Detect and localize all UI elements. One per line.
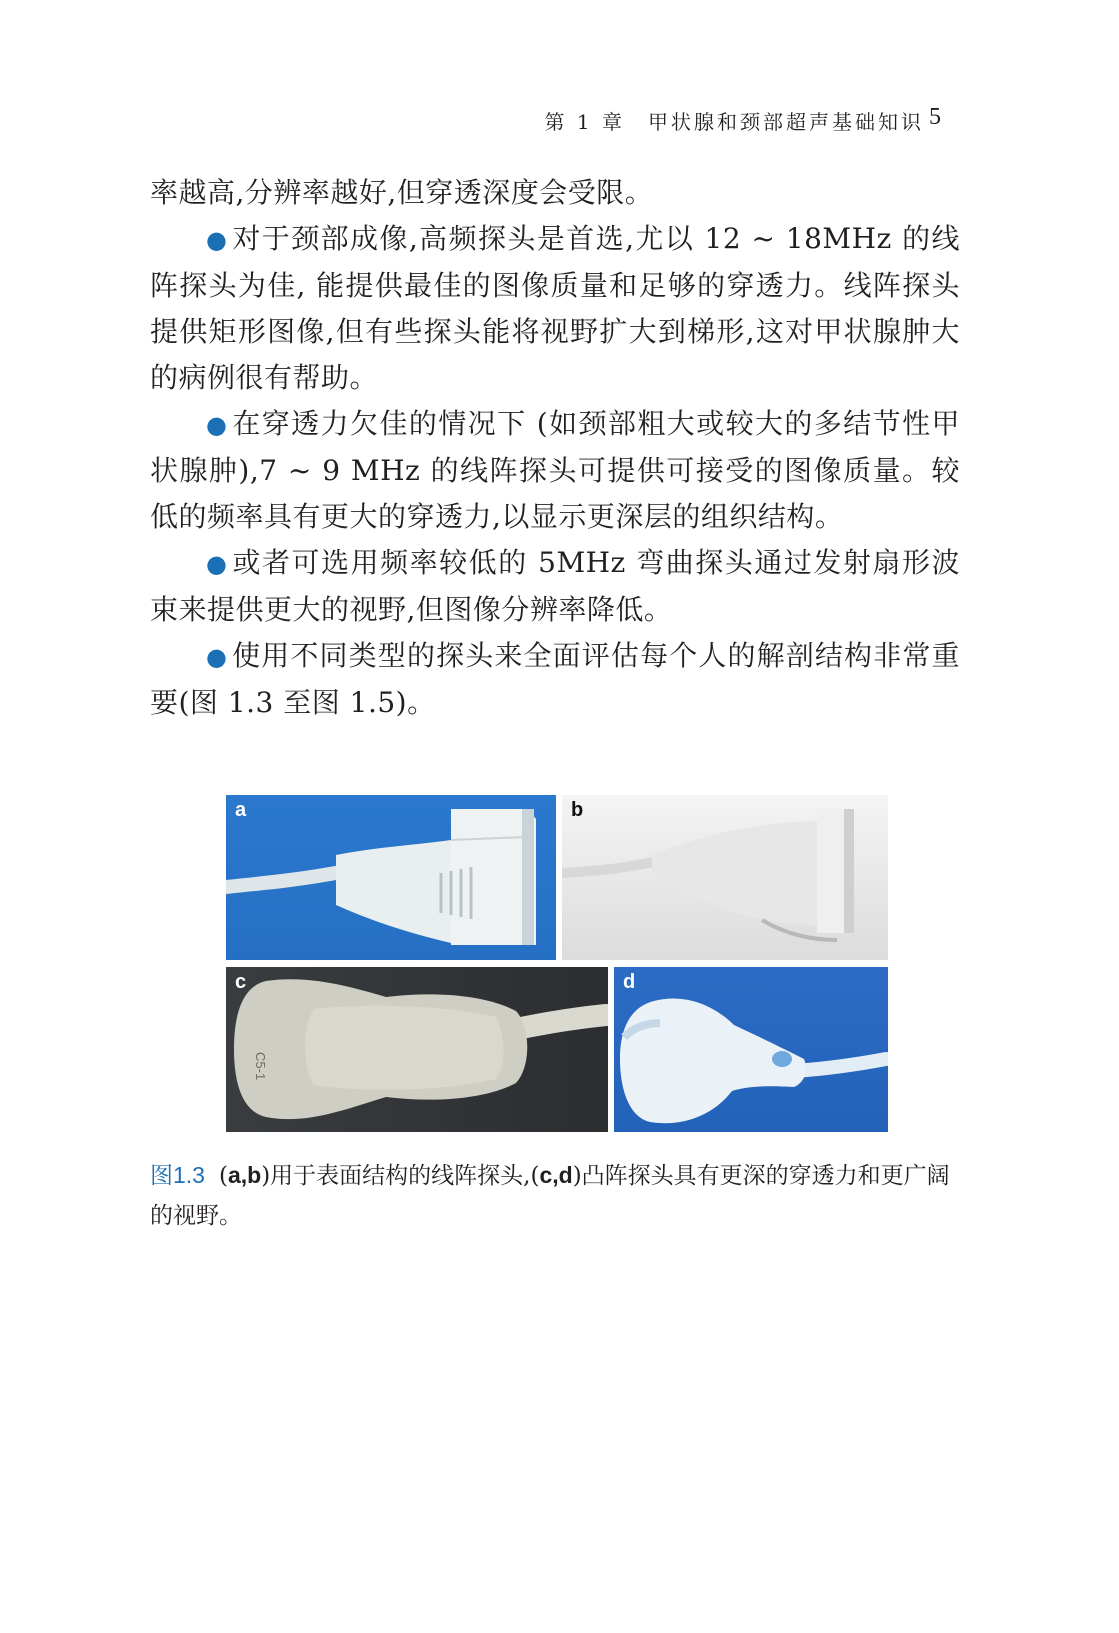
- figure-caption: [150, 1155, 960, 1236]
- bullet-icon: ●: [206, 550, 229, 578]
- paragraph-text: 率越高,分辨率越好,但穿透深度会受限。: [150, 176, 654, 209]
- linear-probe-image: [226, 795, 556, 960]
- panel-letter: d: [623, 971, 636, 993]
- paragraph-text: 对于颈部成像,高频探头是首选,尤以 12 ~ 18MHz 的线阵探头为佳, 能提供最佳的图像质量和足够的穿透力。线阵探头提供矩形图像,但有些探头能将视野扩大到梯形,这对甲状腺肿大的病例很有帮助。: [150, 222, 960, 394]
- caption-text: )用于表面结构的线阵探头,(: [261, 1163, 540, 1189]
- paragraph: [150, 170, 960, 216]
- paragraph-text: 或者可选用频率较低的 5MHz 弯曲探头通过发射扇形波束来提供更大的视野,但图像分辨率降低。: [150, 546, 960, 626]
- paragraph-text: 在穿透力欠佳的情况下 (如颈部粗大或较大的多结节性甲状腺肿),7 ~ 9 MHz 的线阵探头可提供可接受的图像质量。较低的频率具有更大的穿透力,以显示更深层的组织结构。: [150, 407, 960, 533]
- probe-model-text: C5-1: [253, 1052, 268, 1081]
- bullet-paragraph: [150, 540, 960, 633]
- running-head-chapter: 第 1 章 甲状腺和颈部超声基础知识: [544, 110, 924, 134]
- bullet-icon: ●: [206, 411, 229, 439]
- bullet-paragraph: [150, 401, 960, 540]
- panel-letter: a: [235, 799, 247, 821]
- bullet-paragraph: [150, 216, 960, 401]
- figure-panel-a: [226, 795, 556, 960]
- caption-text: (: [218, 1163, 228, 1189]
- convex-probe-image: [226, 967, 608, 1132]
- figure-panel-d: [614, 967, 888, 1132]
- bullet-icon: ●: [206, 226, 229, 254]
- figure-panel-c: [226, 967, 608, 1132]
- bullet-paragraph: [150, 633, 960, 726]
- panel-letter: b: [571, 799, 584, 821]
- caption-panel-refs: c,d: [539, 1162, 573, 1188]
- linear-probe-image: [562, 795, 888, 960]
- bullet-icon: ●: [206, 643, 229, 671]
- figure-panel-b: [562, 795, 888, 960]
- caption-panel-refs: a,b: [227, 1162, 262, 1188]
- convex-probe-image: [614, 967, 888, 1132]
- panel-letter: c: [235, 971, 247, 993]
- caption-text: )凸阵探头具有更深的穿透力和更广阔的视野。: [150, 1163, 950, 1229]
- page-number: 5: [929, 104, 941, 130]
- caption-label: 图1.3: [150, 1162, 205, 1188]
- paragraph-text: 使用不同类型的探头来全面评估每个人的解剖结构非常重要(图 1.3 至图 1.5)。: [150, 639, 960, 719]
- body-text: [150, 170, 960, 726]
